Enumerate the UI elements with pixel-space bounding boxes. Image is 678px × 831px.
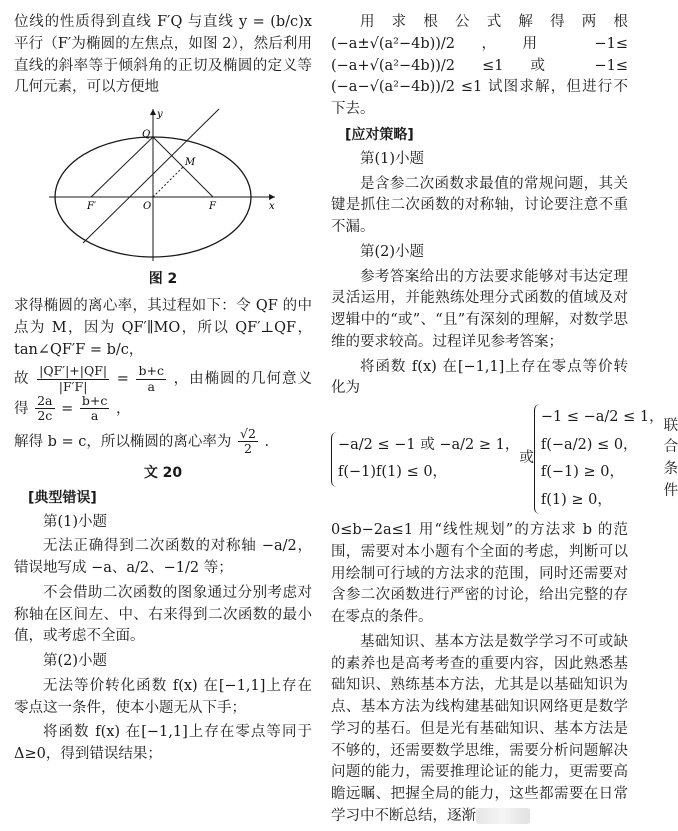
text: 故 [14, 371, 30, 388]
subheading: 第(2)小题 [43, 653, 108, 669]
subheading: 第(1)小题 [43, 513, 108, 530]
point-q-label: Q [142, 129, 151, 140]
right-column [331, 12, 678, 831]
numerator: √2 [240, 425, 256, 441]
fraction [37, 364, 109, 394]
left-column [14, 12, 312, 769]
point-m-label: M [185, 157, 196, 168]
paragraph: 将函数 f(x) 在[−1,1]上存在零点等同于 Δ≥0，得到错误结果； [14, 724, 312, 762]
section-heading: [应对策略] [345, 126, 414, 143]
text: ，由椭圆的几何意义得 [14, 371, 313, 417]
fraction [136, 364, 165, 394]
numerator: b+c [81, 393, 108, 408]
denominator: 2 [243, 441, 252, 457]
condition-line: f(−1)f(1) ≤ 0， [338, 464, 448, 481]
subheading: 第(1)小题 [360, 150, 425, 167]
numerator: 2a [37, 393, 53, 408]
numerator: |QF′|+|QF| [39, 363, 108, 379]
subheading: 第(2)小题 [360, 243, 425, 260]
equals: = [61, 400, 74, 417]
paragraph: 求得椭圆的离心率，其过程如下：令 QF 的中点为 M，因为 QF′∥MO，所以 QF′⊥QF，tan∠QF′F = b/c， [14, 298, 312, 358]
paragraph: 位线的性质得到直线 F′Q 与直线 y = (b/c)x 平行（F′为椭圆的左焦点，如图 2），然后利用直线的斜率等于倾斜角的正切及椭圆的定义等几何元素，可以方便地 [14, 14, 312, 96]
condition-system [331, 404, 678, 514]
figure-caption: 图 2 [148, 271, 178, 287]
text: ， [115, 400, 131, 417]
ellipse-figure [43, 105, 283, 265]
point-fprime-label: F′ [87, 201, 97, 212]
fraction [35, 394, 54, 424]
paragraph: 参考答案给出的方法要求能够对韦达定理灵活运用，并能熟练处理分式函数的值域及对逻辑中的“或”、“且”有深刻的理解，对数学思维的要求较高。过程详见参考答案； [331, 268, 628, 350]
point-f-label: F [209, 201, 216, 212]
numerator: b+c [138, 363, 164, 379]
section-number: 文 20 [143, 464, 183, 481]
paragraph: 不会借助二次函数的图象通过分别考虑对称轴在区间左、中、右来得到二次函数的最小值，或考虑不全面。 [14, 584, 312, 645]
paragraph-formula [14, 364, 312, 424]
text: . [264, 433, 270, 450]
axis-x-label: x [269, 201, 275, 212]
condition-line: f(1) ≥ 0， [540, 491, 612, 508]
denominator: 2c [37, 408, 53, 424]
fraction [80, 394, 109, 424]
equals: = [116, 371, 129, 388]
denominator: |F′F| [58, 378, 88, 394]
condition-or: 或 [519, 450, 534, 467]
text: 基础知识、基本方法是数学学习不可或缺的素养也是高考考查的重要内容，因此熟悉基础知识、熟练基本方法，尤其是以基础知识为点、基本方法为线构建基础知识网络更是数学学习的基石。但是光有基础知识、基本方法是不够的，还需要数学思维，需要分析问题解决问题的能力，需要推理论证的能力，更需要高瞻远瞩、把握全局的能力，这些都需要在日常学习中不断总结，逐渐 [331, 633, 628, 824]
paragraph: 无法正确得到二次函数的对称轴 −a/2，错误地写成 −a、a/2、−1/2 等； [14, 538, 312, 576]
paragraph: 0≤b−2a≤1 用“线性规划”的方法求 b 的范围，需要对本小题有个全面的考虑，判断可以用绘制可行域的方法求的范围，同时还需要对含参二次函数进行严密的讨论，给出完整的存在零点的条件。 [331, 522, 628, 626]
condition-line: −a/2 ≤ −1 或 −a/2 ≥ 1， [338, 436, 520, 453]
paragraph: 无法等价转化函数 f(x) 在[−1,1]上存在零点这一条件，使本小题无从下手； [14, 677, 312, 716]
denominator: a [147, 378, 155, 394]
condition-line: −1 ≤ −a/2 ≤ 1， [540, 409, 664, 425]
watermark [476, 808, 530, 824]
paragraph: 用求根公式解得两根 (−a±√(a²−4b))/2，用 −1≤ (−a+√(a²−4b))/2 ≤1 或 −1≤ (−a−√(a²−4b))/2 ≤1 试图求解，但进行不下去。 [331, 14, 628, 117]
condition-left [331, 432, 519, 487]
paragraph: 是含参二次函数求最值的常规问题，其关键是抓住二次函数的对称轴，讨论要注意不重不漏。 [331, 175, 628, 235]
paragraph-formula [14, 427, 312, 457]
fraction [238, 427, 258, 457]
point-o-label: O [143, 201, 152, 212]
paragraph [331, 632, 628, 828]
section-heading: [典型错误] [28, 489, 97, 506]
condition-line: f(−a/2) ≤ 0， [540, 436, 638, 453]
axis-y-label: y [157, 109, 163, 120]
condition-tail: 联合条件 [663, 417, 678, 499]
condition-right [534, 404, 664, 514]
text: 解得 b = c，所以椭圆的离心率为 [14, 433, 232, 450]
condition-line: f(−1) ≥ 0， [540, 464, 625, 481]
denominator: a [90, 408, 99, 424]
paragraph: 将函数 f(x) 在[−1,1]上存在零点等价转化为 [331, 358, 628, 397]
